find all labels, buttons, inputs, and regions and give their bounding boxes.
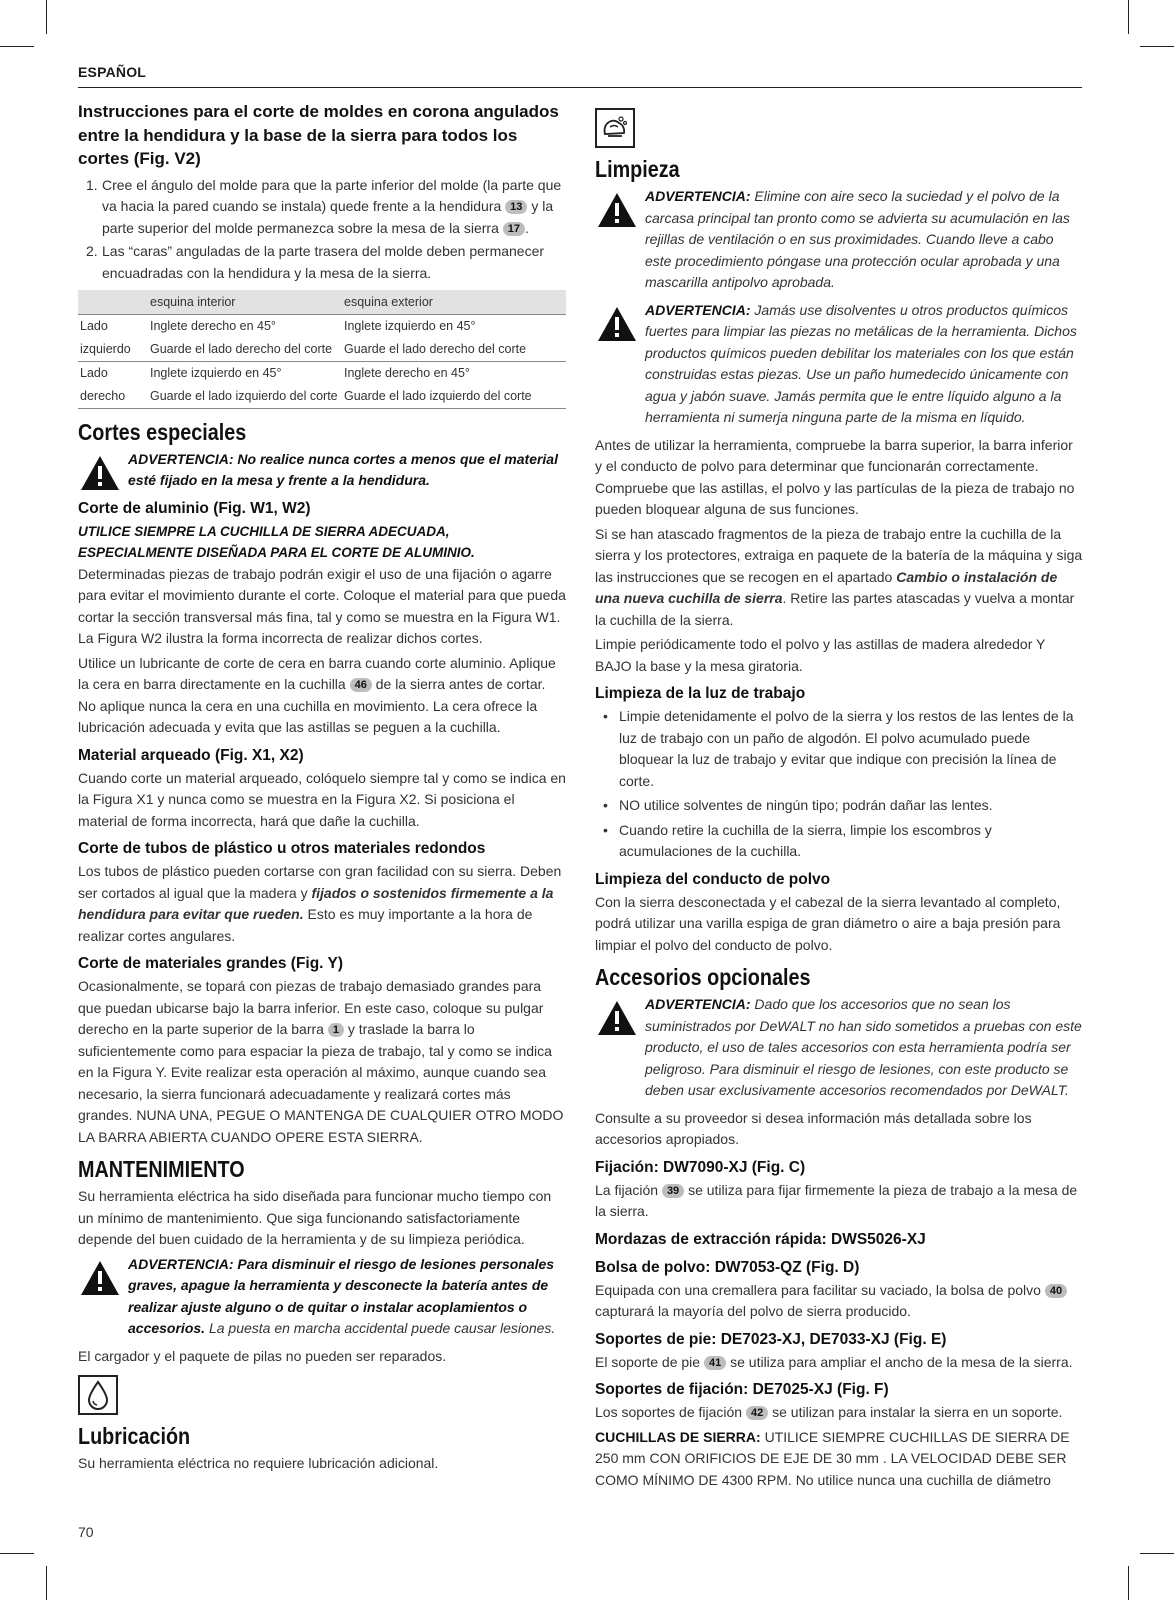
aluminum-caps: UTILICE SIEMPRE LA CUCHILLA DE SIERRA ADECUADA, ESPECIALMENTE DISEÑADA PARA EL CORTE DE ALUMINIO. bbox=[78, 523, 475, 560]
text: La fijación bbox=[595, 1181, 659, 1198]
step-1 bbox=[78, 175, 566, 240]
dust-bag-paragraph bbox=[595, 1280, 1083, 1323]
list-text: Limpie detenidamente el polvo de la sierra y los restos de las lentes de la luz de trabajo con un paño de algodón. El polvo acumulado puede bloquear la luz de trabajo y evitar que indique con precisión la línea de corte. bbox=[619, 708, 1074, 789]
text: . Retire las partes atascadas y vuelva a montar la cuchilla de la sierra. bbox=[595, 590, 1075, 628]
bowed-title: Material arqueado (Fig. X1, X2) bbox=[78, 746, 304, 764]
list-item bbox=[595, 820, 1083, 863]
table-row bbox=[78, 361, 566, 385]
warning-block bbox=[595, 300, 1083, 429]
text: se utiliza para fijar firmemente la pieza de trabajo a la mesa de la sierra. bbox=[595, 1181, 1078, 1219]
bullet: • bbox=[603, 708, 608, 724]
text: Utilice un lubricante de corte de cera en barra cuando corte aluminio. Aplique la cera en barra directamente en la cuchilla bbox=[78, 654, 556, 692]
crop-mark bbox=[1140, 46, 1174, 47]
feet-paragraph bbox=[595, 1352, 1083, 1374]
warning-rest: Elimine con aire seco la suciedad y el polvo de la carcasa principal tan pronto como se advierta su acumulación en las rejillas de ventilación o en sus proximidades. Cuando lleve a cabo este procedimiento póngase una protección ocular aprobada y una mascarilla antipolvo aprobada. bbox=[645, 188, 1070, 290]
lubrication-paragraph: Su herramienta eléctrica no requiere lubricación adicional. bbox=[78, 1455, 439, 1471]
table-row bbox=[78, 385, 566, 409]
step-number: 1. bbox=[86, 176, 98, 193]
table-cell: derecho bbox=[78, 385, 148, 409]
warning-icon bbox=[80, 1260, 120, 1296]
step-2 bbox=[78, 241, 566, 284]
blades-paragraph bbox=[595, 1427, 1083, 1492]
warning-text bbox=[128, 1254, 566, 1340]
bullet: • bbox=[603, 821, 608, 838]
lubrication-icon bbox=[78, 1375, 118, 1415]
text: se utiliza para ampliar el ancho de la mesa de la sierra. bbox=[730, 1353, 1073, 1370]
clamp-title: Fijación: DW7090-XJ (Fig. C) bbox=[595, 1158, 806, 1176]
crop-mark bbox=[0, 46, 34, 47]
table-cell: Lado bbox=[78, 314, 148, 338]
ref-badge: 1 bbox=[328, 1023, 344, 1037]
crop-mark bbox=[0, 1553, 34, 1554]
warning-icon bbox=[597, 306, 637, 342]
table-row bbox=[78, 338, 566, 362]
maintenance-title: MANTENIMIENTO bbox=[78, 1156, 245, 1182]
worklight-title: Limpieza de la luz de trabajo bbox=[595, 685, 806, 702]
warning-icon bbox=[80, 455, 120, 491]
text: se utilizan para instalar la sierra en un soporte. bbox=[772, 1404, 1063, 1420]
text: capturará la mayoría del polvo de sierra producido. bbox=[595, 1303, 911, 1319]
ref-badge: 17 bbox=[503, 222, 525, 236]
warning-text bbox=[645, 186, 1083, 294]
left-column bbox=[78, 100, 566, 1478]
table-cell: Guarde el lado derecho del corte bbox=[342, 338, 566, 362]
text: Ocasionalmente, se topará con piezas de trabajo demasiado grandes para que puedan ubicarse bajo la barra inferior. En este caso, coloque su pulgar derecho en la parte superior de la barra bbox=[78, 978, 544, 1037]
warning-icon bbox=[597, 192, 637, 228]
table-header: esquina interior bbox=[148, 290, 342, 314]
large-title: Corte de materiales grandes (Fig. Y) bbox=[78, 955, 344, 972]
table-cell: izquierdo bbox=[78, 338, 148, 362]
warning-rest: Jamás use disolventes u otros productos químicos fuertes para limpiar las piezas no metálicas de la herramienta. Dichos productos químicos pueden debilitar los materiales con los que están construidas estas piezas. Use un paño humedecido únicamente con agua y jabón suave. Jamás permita que le entre líquido alguno a la herramienta ni sumerja ninguna parte de la misma en líquido. bbox=[645, 301, 1077, 425]
emphasis-text: fijados o sostenidos firmemente a la hendidura para evitar que rueden. bbox=[78, 884, 554, 922]
table-row bbox=[78, 314, 566, 338]
mount-title: Soportes de fijación: DE7025-XJ (Fig. F) bbox=[595, 1381, 889, 1398]
bullet: • bbox=[603, 797, 608, 813]
cleaning-paragraph bbox=[595, 524, 1083, 632]
warning-block bbox=[595, 994, 1083, 1102]
page-number: 70 bbox=[78, 1524, 94, 1540]
list-text: NO utilice solventes de ningún tipo; podrán dañar las lentes. bbox=[619, 797, 993, 813]
feet-title: Soportes de pie: DE7023-XJ, DE7033-XJ (Fig. E) bbox=[595, 1330, 947, 1348]
lubrication-title: Lubricación bbox=[78, 1423, 191, 1449]
tube-title: Corte de tubos de plástico u otros materiales redondos bbox=[78, 840, 486, 857]
large-paragraph bbox=[78, 976, 566, 1148]
step-text: . bbox=[525, 219, 529, 236]
table-cell: Lado bbox=[80, 365, 108, 380]
table-cell: Inglete izquierdo en 45° bbox=[342, 314, 566, 338]
quick-clamp-title: Mordazas de extracción rápida: DWS5026-XJ bbox=[595, 1230, 926, 1248]
tube-paragraph bbox=[78, 861, 566, 947]
text: El soporte de pie bbox=[595, 1353, 701, 1370]
clamp-paragraph bbox=[595, 1180, 1083, 1223]
step-number: 2. bbox=[86, 243, 98, 259]
step-text: y la parte superior del molde permanezca sobre la mesa de la sierra bbox=[102, 198, 554, 236]
warning-lead: ADVERTENCIA: Para disminuir el riesgo de lesiones personales graves, apague la herramienta y desconecte la batería antes de realizar ajuste alguno o de quitar o instalar acoplamientos o accesorios. bbox=[128, 1255, 555, 1336]
table-cell: Inglete derecho en 45° bbox=[148, 314, 342, 338]
table-cell: Inglete izquierdo en 45° bbox=[150, 365, 282, 380]
crop-mark bbox=[46, 0, 47, 34]
cleaning-paragraph: Limpie periódicamente todo el polvo y las astillas de madera alrededor Y BAJO la base y la mesa giratoria. bbox=[595, 636, 1046, 674]
cleaning-title: Limpieza bbox=[595, 156, 680, 182]
worklight-list bbox=[595, 706, 1083, 863]
right-column bbox=[595, 100, 1083, 1494]
dust-bag-title: Bolsa de polvo: DW7053-QZ (Fig. D) bbox=[595, 1258, 860, 1276]
table-header bbox=[78, 290, 148, 314]
cleaning-icon bbox=[595, 108, 635, 148]
warning-icon bbox=[597, 1000, 637, 1036]
aluminum-title: Corte de aluminio (Fig. W1, W2) bbox=[78, 499, 311, 517]
warning-lead: ADVERTENCIA: bbox=[645, 301, 751, 318]
ref-badge: 13 bbox=[505, 200, 527, 214]
table-cell: Guarde el lado izquierdo del corte bbox=[342, 385, 566, 409]
special-cuts-title: Cortes especiales bbox=[78, 418, 247, 445]
table-cell: Guarde el lado izquierdo del corte bbox=[148, 385, 342, 409]
warning-rest: Dado que los accesorios que no sean los suministrados por DeWALT no han sido sometidos a pruebas con este producto, el uso de tales accesorios con esta herramienta podría ser peligroso. Para disminuir el riesgo de lesiones, con este producto se deben usar exclusivamente accesorios recomendados por DeWALT. bbox=[645, 996, 1082, 1098]
blades-lead: CUCHILLAS DE SIERRA: bbox=[595, 1428, 761, 1445]
cleaning-paragraph: Antes de utilizar la herramienta, compruebe la barra superior, la barra inferior y el conducto de polvo para determinar que funcionarán correctamente. Compruebe que las astillas, el polvo y las partículas de la pieza de trabajo no pueden bloquear alguna de sus funciones. bbox=[595, 436, 1075, 517]
table-cell: Inglete derecho en 45° bbox=[344, 365, 470, 380]
warning-lead: ADVERTENCIA: bbox=[645, 188, 751, 204]
accessories-paragraph: Consulte a su proveedor si desea información más detallada sobre los accesorios apropiados. bbox=[595, 1109, 1032, 1147]
ref-badge: 46 bbox=[350, 678, 372, 692]
crown-steps bbox=[78, 175, 566, 285]
duct-title: Limpieza del conducto de polvo bbox=[595, 870, 831, 888]
table-header: esquina exterior bbox=[342, 290, 566, 314]
language-label: ESPAÑOL bbox=[78, 64, 147, 80]
table-cell: Guarde el lado derecho del corte bbox=[148, 338, 342, 362]
header-rule bbox=[78, 87, 1082, 88]
crown-molding-title: Instrucciones para el corte de moldes en corona angulados entre la hendidura y la base de la sierra para todos los cortes (Fig. V2) bbox=[78, 102, 559, 168]
warning-rest: La puesta en marcha accidental puede causar lesiones. bbox=[208, 1320, 556, 1336]
list-text: Cuando retire la cuchilla de la sierra, limpie los escombros y acumulaciones de la cuchilla. bbox=[619, 821, 992, 859]
warning-text bbox=[645, 994, 1083, 1102]
warning-text: ADVERTENCIA: No realice nunca cortes a menos que el material esté fijado en la mesa y frente a la hendidura. bbox=[128, 450, 558, 488]
crop-mark bbox=[46, 1566, 47, 1600]
ref-badge: 39 bbox=[662, 1184, 684, 1198]
warning-block bbox=[78, 449, 566, 492]
warning-block bbox=[78, 1254, 566, 1340]
corner-table bbox=[78, 290, 566, 409]
charger-paragraph: El cargador y el paquete de pilas no pueden ser reparados. bbox=[78, 1347, 447, 1364]
text: Esto es muy importante a la hora de realizar cortes angulares. bbox=[78, 906, 533, 944]
list-item bbox=[595, 706, 1083, 792]
text: Equipada con una cremallera para facilitar su vaciado, la bolsa de polvo bbox=[595, 1281, 1041, 1298]
ref-badge: 42 bbox=[746, 1406, 768, 1420]
text: UTILICE SIEMPRE CUCHILLAS DE SIERRA DE 250 mm CON ORIFICIOS DE EJE DE 30 mm . LA VELOCIDAD DEBE SER COMO MÍNIMO DE 4300 RPM. No utilice nunca una cuchilla de diámetro bbox=[595, 1428, 1070, 1488]
mount-paragraph bbox=[595, 1402, 1083, 1424]
step-text: Las “caras” anguladas de la parte trasera del molde deben permanecer encuadradas con la hendidura y la mesa de la sierra. bbox=[102, 243, 545, 281]
crop-mark bbox=[1128, 0, 1129, 34]
crop-mark bbox=[1128, 1566, 1129, 1600]
warning-block bbox=[595, 186, 1083, 294]
crop-mark bbox=[1140, 1553, 1174, 1554]
ref-badge: 40 bbox=[1045, 1284, 1067, 1298]
aluminum-paragraph bbox=[78, 653, 566, 739]
step-text: Cree el ángulo del molde para que la parte inferior del molde (la parte que va hacia la pared cuando se instala) quede frente a la hendidura bbox=[102, 176, 562, 214]
bowed-paragraph: Cuando corte un material arqueado, colóquelo siempre tal y como se indica en la Figura X1 y nunca como se muestra en la Figura X2. Si posiciona el material de forma incorrecta, hará que dañe la cuchilla. bbox=[78, 769, 566, 829]
ref-badge: 41 bbox=[704, 1356, 726, 1370]
text: Los tubos de plástico pueden cortarse con gran facilidad con su sierra. Deben ser cortados al igual que la madera y bbox=[78, 863, 562, 901]
text: y traslade la barra lo suficientemente como para espaciar la pieza de trabajo, tal y como se indica en la Figura Y. Evite realizar esta operación al máximo, aunque cuando sea necesario, la sierra funcionará adecuadamente y realizará cortes más grandes. NUNA UNA, PEGUE O MANTENGA DE CUALQUIER OTRO MODO LA BARRA ABIERTA CUANDO OPERE ESTA SIERRA. bbox=[78, 1021, 564, 1145]
aluminum-paragraph: Determinadas piezas de trabajo podrán exigir el uso de una fijación o agarre para evitar el movimiento durante el corte. Coloque el material para que pueda cortar la sección transversal más fina, tal y como se muestra en la Figura W1. La Figura W2 ilustra la forma incorrecta de realizar dichos cortes. bbox=[78, 565, 566, 646]
text: Si se han atascado fragmentos de la pieza de trabajo entre la cuchilla de la sierra y los protectores, extraiga en paquete de la batería de la máquina y siga las instrucciones que se recogen en el apartado bbox=[595, 525, 1083, 585]
emphasis-text: Cambio o instalación de una nueva cuchilla de sierra bbox=[595, 568, 1058, 606]
text: de la sierra antes de cortar. No aplique nunca la cera en una cuchilla en movimiento. La cera ofrece la lubricación adecuada y evita que las astillas se peguen a la cuchilla. bbox=[78, 676, 546, 735]
warning-lead: ADVERTENCIA: bbox=[645, 996, 751, 1012]
text: Los soportes de fijación bbox=[595, 1404, 743, 1420]
maintenance-paragraph: Su herramienta eléctrica ha sido diseñada para funcionar mucho tiempo con un mínimo de mantenimiento. Que siga funcionando satisfactoriamente depende del buen cuidado de la herramienta y de su limpieza periódica. bbox=[78, 1188, 552, 1247]
duct-paragraph: Con la sierra desconectada y el cabezal de la sierra levantado al completo, podrá utilizar una varilla espiga de gran diámetro o aire a baja presión para limpiar el polvo del conducto de polvo. bbox=[595, 893, 1061, 953]
list-item bbox=[595, 795, 1083, 817]
warning-text bbox=[645, 300, 1083, 429]
accessories-title: Accesorios opcionales bbox=[595, 964, 811, 990]
